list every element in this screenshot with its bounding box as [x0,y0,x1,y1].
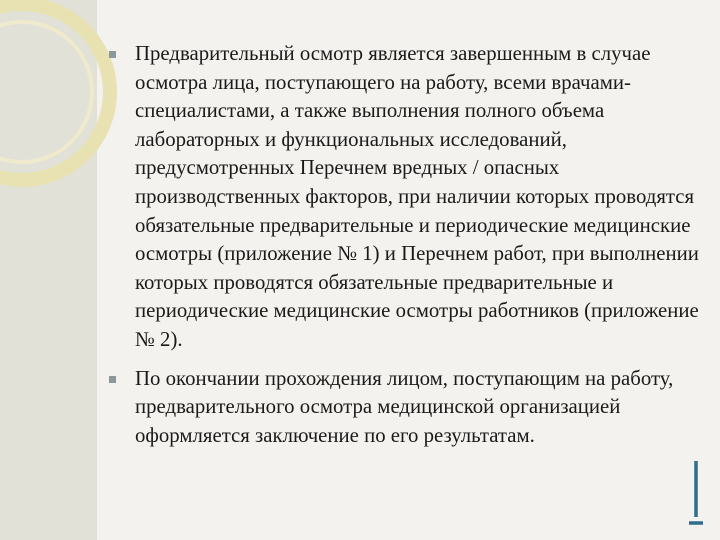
square-bullet-icon [109,376,116,383]
bullet-item-preliminary-exam [105,40,705,355]
bullet-text: По окончании прохождения лицом, поступающим на работу, предварительного осмотра медицинской организацией оформляется заключение по его результатам. [135,366,674,447]
slide-content [105,40,705,450]
square-bullet-icon [109,51,116,58]
arrow-down-icon[interactable] [688,459,704,527]
bullet-text: Предварительный осмотр является завершенным в случае осмотра лица, поступающего на работу, всеми врачами-специалистами, а также выполнения полного объема лабораторных и функциональных исследований, предусмотренных Перечнем вредных / опасных производственных факторов, при наличии которых проводятся обязательные предварительные и периодические медицинские осмотры (приложение № 1) и Перечнем работ, при выполнении которых проводятся обязательные предварительные и периодические медицинские осмотры работников (приложение № 2). [135,42,699,351]
bullet-item-conclusion [105,365,705,451]
